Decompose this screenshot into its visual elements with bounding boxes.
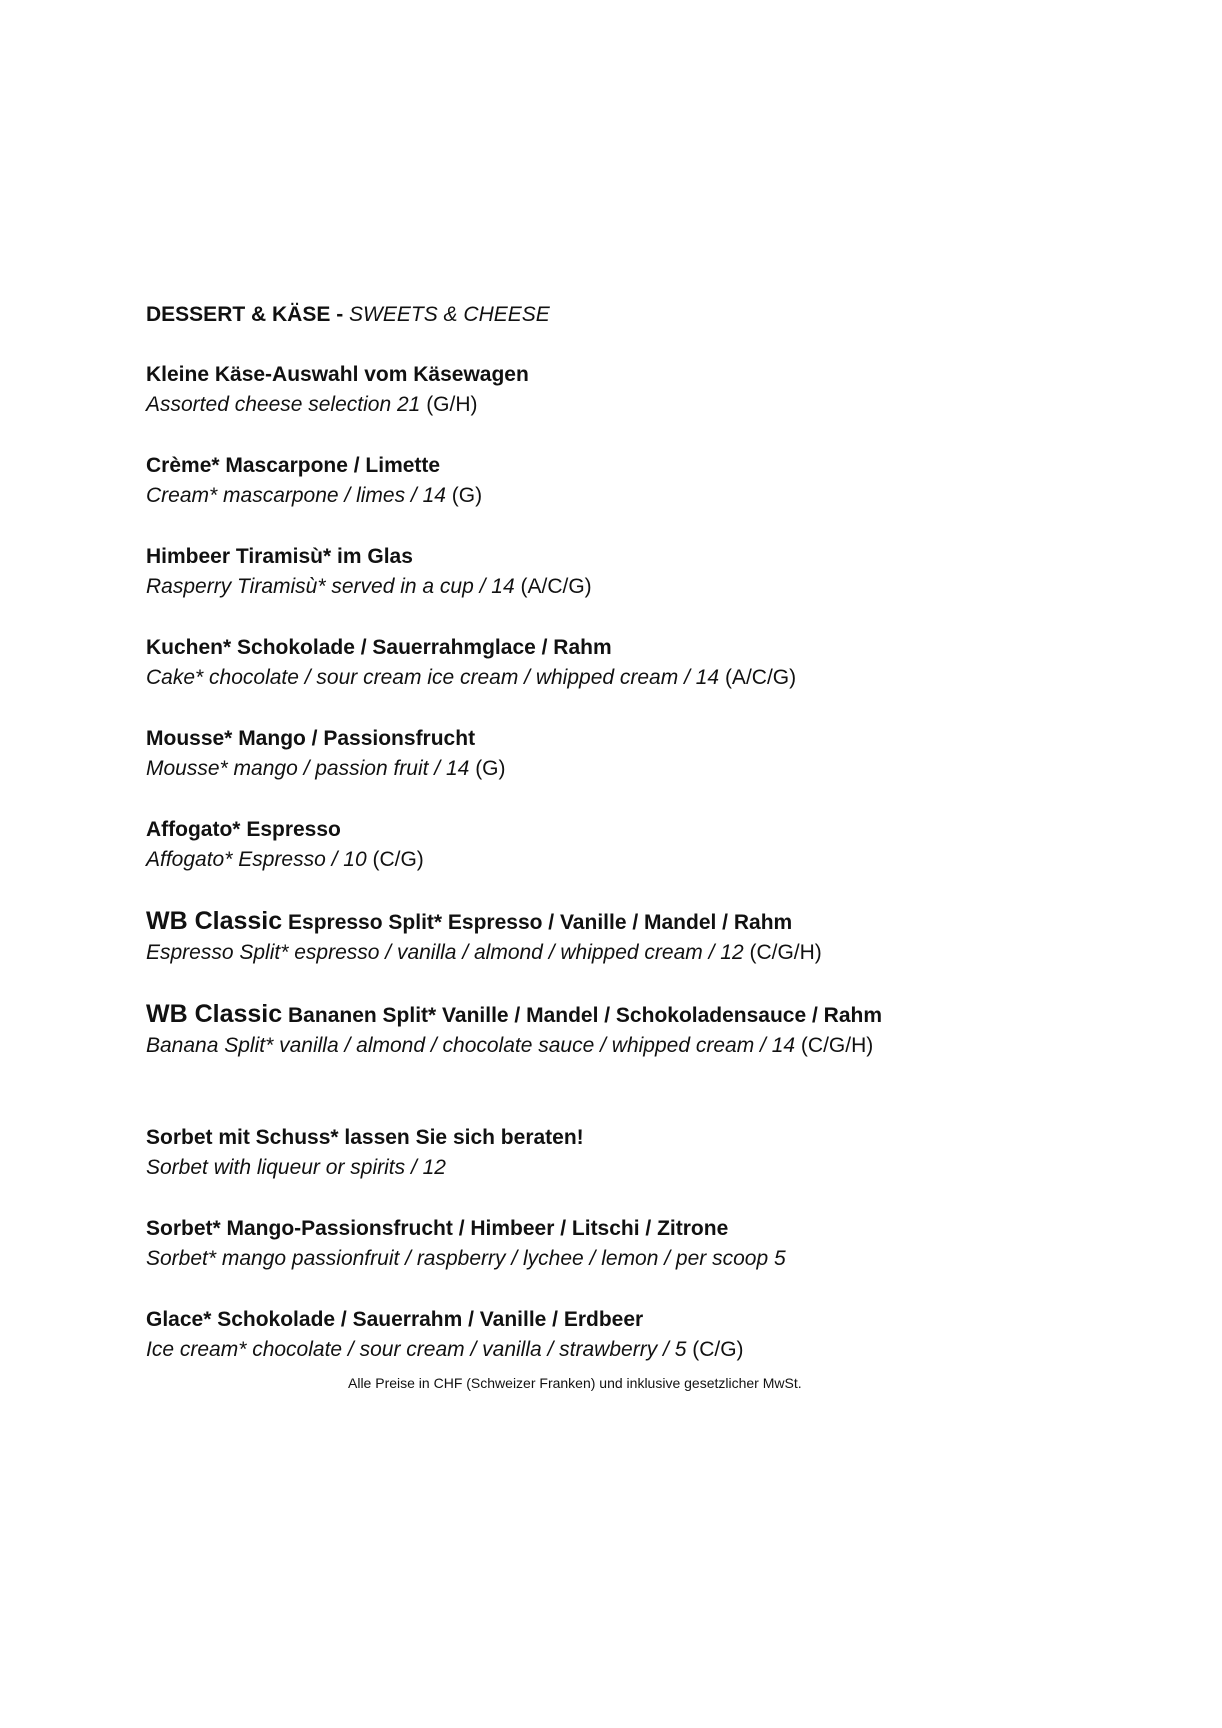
- menu-item-description: [146, 1244, 1146, 1274]
- menu-item-sorbet-with-spirits: [146, 1123, 1146, 1183]
- menu-item-description: [146, 663, 1146, 693]
- menu-item-title: Kleine Käse-Auswahl vom Käsewagen: [146, 363, 529, 386]
- menu-item-english: Mousse* mango / passion fruit / 14: [146, 757, 470, 780]
- menu-item-title: Himbeer Tiramisù* im Glas: [146, 545, 413, 568]
- menu-item-chocolate-cake: [146, 633, 1146, 693]
- menu-item-english: Sorbet* mango passionfruit / raspberry / lychee / lemon / per scoop 5: [146, 1247, 786, 1270]
- menu-item-description: [146, 1153, 1146, 1183]
- menu-item-allergens: (A/C/G): [724, 666, 797, 689]
- menu-item-description: [146, 1335, 1146, 1365]
- menu-item-classic-prefix: WB Classic: [146, 1000, 283, 1028]
- price-footnote: Alle Preise in CHF (Schweizer Franken) und inklusive gesetzlicher MwSt.: [348, 1375, 802, 1391]
- menu-item-affogato: [146, 815, 1146, 875]
- menu-item-classic-prefix: WB Classic: [146, 907, 283, 935]
- menu-item-title: Sorbet* Mango-Passionsfrucht / Himbeer / Litschi / Zitrone: [146, 1217, 729, 1240]
- menu-item-english: Sorbet with liqueur or spirits / 12: [146, 1156, 446, 1179]
- menu-item-description: [146, 390, 1146, 420]
- menu-item-title: Affogato* Espresso: [146, 818, 341, 841]
- menu-item-english: Ice cream* chocolate / sour cream / vanilla / strawberry / 5: [146, 1338, 687, 1361]
- menu-item-sorbet-flavors: [146, 1214, 1146, 1274]
- menu-item-title: Sorbet mit Schuss* lassen Sie sich beraten!: [146, 1126, 584, 1149]
- menu-item-allergens: (G): [475, 757, 506, 780]
- menu-item-allergens: (G/H): [426, 393, 478, 416]
- menu-item-title: Mousse* Mango / Passionsfrucht: [146, 727, 476, 750]
- menu-item-creme-mascarpone: [146, 451, 1146, 511]
- menu-item-english: Rasperry Tiramisù* served in a cup / 14: [146, 575, 515, 598]
- menu-item-description: [146, 938, 1146, 968]
- menu-item-title: Crème* Mascarpone / Limette: [146, 454, 441, 477]
- menu-item-english: Affogato* Espresso / 10: [146, 848, 367, 871]
- menu-item-allergens: (A/C/G): [520, 575, 592, 598]
- menu-item-english: Espresso Split* espresso / vanilla / almond / whipped cream / 12: [146, 941, 744, 964]
- menu-item-description: [146, 845, 1146, 875]
- menu-item-title-text: Bananen Split* Vanille / Mandel / Schokoladensauce / Rahm: [288, 1004, 883, 1027]
- menu-item-description: [146, 754, 1146, 784]
- heading-german: DESSERT & KÄSE -: [146, 303, 344, 326]
- menu-item-description: [146, 572, 1146, 602]
- menu-item-description: [146, 481, 1146, 511]
- heading-english: SWEETS & CHEESE: [349, 303, 550, 326]
- menu-item-title: Kuchen* Schokolade / Sauerrahmglace / Rahm: [146, 636, 612, 659]
- menu-item-mango-mousse: [146, 724, 1146, 784]
- menu-section-heading: [146, 300, 1146, 330]
- menu-item-english: Banana Split* vanilla / almond / chocolate sauce / whipped cream / 14: [146, 1034, 796, 1057]
- menu-item-tiramisu: [146, 542, 1146, 602]
- menu-item-title-text: Espresso Split* Espresso / Vanille / Mandel / Rahm: [288, 911, 793, 934]
- menu-item-allergens: (C/G/H): [749, 941, 822, 964]
- menu-item-title: [146, 906, 1146, 938]
- menu-item-title: [146, 999, 1146, 1031]
- menu-item-english: Cream* mascarpone / limes / 14: [146, 484, 446, 507]
- menu-item-allergens: (C/G): [692, 1338, 744, 1361]
- menu-item-allergens: (C/G/H): [800, 1034, 874, 1057]
- menu-item-description: [146, 1031, 1146, 1061]
- menu-item-english: Assorted cheese selection 21: [146, 393, 421, 416]
- menu-item-cheese: [146, 360, 1146, 420]
- menu-item-espresso-split: [146, 906, 1146, 968]
- menu-item-ice-cream: [146, 1305, 1146, 1365]
- menu-item-banana-split: [146, 999, 1146, 1061]
- menu-item-english: Cake* chocolate / sour cream ice cream / whipped cream / 14: [146, 666, 720, 689]
- menu-content: [146, 300, 1146, 1365]
- menu-item-allergens: (C/G): [372, 848, 424, 871]
- menu-item-title: Glace* Schokolade / Sauerrahm / Vanille / Erdbeer: [146, 1308, 644, 1331]
- menu-item-allergens: (G): [451, 484, 483, 507]
